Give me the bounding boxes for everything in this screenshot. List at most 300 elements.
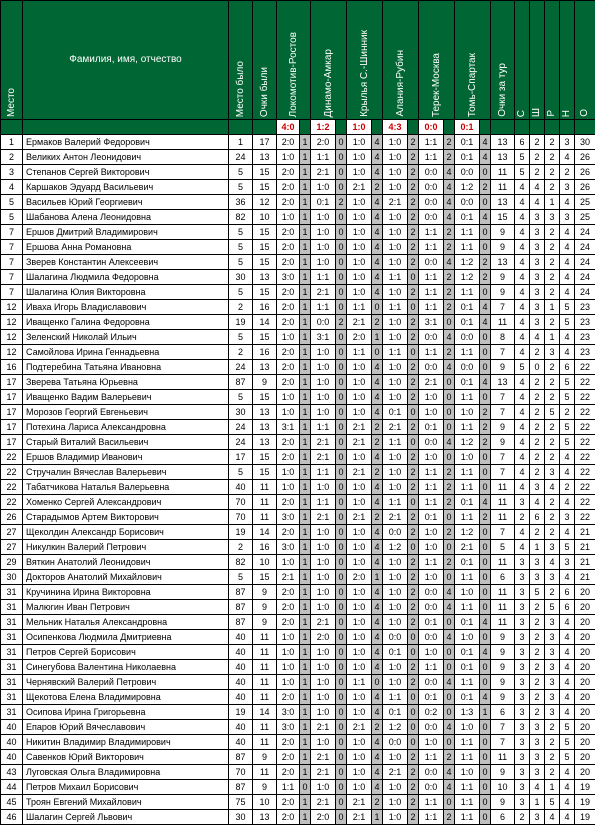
cell-place: 7 [1, 240, 23, 255]
cell-name: Зверева Татьяна Юрьевна [23, 375, 229, 390]
cell-r: 2 [545, 420, 560, 435]
cell-m1-score: 3:0 [277, 540, 300, 555]
cell-o: 22 [575, 465, 595, 480]
cell-m1-pts: 1 [300, 420, 311, 435]
cell-m2-pts: 0 [336, 330, 347, 345]
cell-name: Троян Евгений Михайлович [23, 795, 229, 810]
cell-m1-pts: 1 [300, 180, 311, 195]
cell-m5-score: 1:1 [419, 270, 444, 285]
cell-m2-pts: 0 [336, 270, 347, 285]
cell-m1-score: 2:0 [277, 795, 300, 810]
cell-s: 3 [515, 690, 530, 705]
cell-sh: 3 [530, 240, 545, 255]
cell-name: Зеленский Николай Ильич [23, 330, 229, 345]
cell-prev-points: 13 [253, 405, 277, 420]
cell-prev-place: 5 [229, 330, 253, 345]
cell-prev-place: 24 [229, 150, 253, 165]
header-place: Место [1, 1, 23, 120]
cell-m3-pts: 4 [372, 765, 383, 780]
cell-m5-pts: 2 [444, 345, 455, 360]
cell-m6-pts: 4 [480, 690, 491, 705]
cell-prev-points: 11 [253, 765, 277, 780]
cell-sh: 5 [530, 585, 545, 600]
cell-s: 3 [515, 660, 530, 675]
cell-prev-points: 11 [253, 480, 277, 495]
cell-m3-pts: 2 [372, 435, 383, 450]
table-row [1, 360, 595, 375]
cell-m4-pts: 0 [408, 735, 419, 750]
table-row [1, 450, 595, 465]
cell-m2-score: 1:0 [311, 540, 336, 555]
cell-name: Ершов Владимир Иванович [23, 450, 229, 465]
cell-m3-score: 1:0 [347, 390, 372, 405]
cell-m6-pts: 2 [480, 270, 491, 285]
cell-m4-score: 1:0 [383, 450, 408, 465]
cell-m4-pts: 2 [408, 750, 419, 765]
cell-m4-score: 0:0 [383, 735, 408, 750]
cell-r: 3 [545, 660, 560, 675]
cell-o: 24 [575, 270, 595, 285]
cell-m2-score: 1:1 [311, 300, 336, 315]
cell-place: 22 [1, 450, 23, 465]
cell-prev-points: 10 [253, 795, 277, 810]
cell-m6-score: 1:1 [455, 750, 480, 765]
cell-m4-pts: 2 [408, 315, 419, 330]
cell-s: 4 [515, 315, 530, 330]
cell-r: 1 [545, 330, 560, 345]
cell-m6-pts: 0 [480, 165, 491, 180]
cell-m6-pts: 0 [480, 240, 491, 255]
cell-m1-score: 2:0 [277, 615, 300, 630]
cell-name: Епаров Юрий Вячеславович [23, 720, 229, 735]
cell-place: 3 [1, 165, 23, 180]
cell-m4-score: 0:1 [383, 405, 408, 420]
cell-m2-pts: 0 [336, 735, 347, 750]
result-match-6: 0:1 [455, 120, 480, 135]
cell-prev-points: 13 [253, 270, 277, 285]
table-row [1, 510, 595, 525]
cell-prev-points: 15 [253, 285, 277, 300]
cell-m4-score: 1:0 [383, 255, 408, 270]
cell-m5-pts: 2 [444, 150, 455, 165]
cell-tour-points: 7 [491, 735, 515, 750]
cell-m5-pts: 0 [444, 660, 455, 675]
cell-m5-score: 1:1 [419, 480, 444, 495]
cell-m2-pts: 0 [336, 225, 347, 240]
cell-m6-score: 0:0 [455, 330, 480, 345]
cell-o: 22 [575, 480, 595, 495]
cell-r: 5 [545, 795, 560, 810]
header-sh: Ш [530, 1, 545, 120]
cell-s: 4 [515, 330, 530, 345]
cell-m3-score: 1:0 [347, 750, 372, 765]
cell-o: 24 [575, 240, 595, 255]
cell-m3-pts: 4 [372, 495, 383, 510]
cell-sh: 2 [530, 450, 545, 465]
table-row [1, 720, 595, 735]
cell-m5-score: 1:1 [419, 345, 444, 360]
cell-n: 4 [560, 780, 575, 795]
cell-m5-pts: 0 [444, 570, 455, 585]
cell-m1-score: 3:0 [277, 720, 300, 735]
cell-m5-pts: 4 [444, 330, 455, 345]
cell-sh: 3 [530, 750, 545, 765]
cell-m4-pts: 2 [408, 675, 419, 690]
cell-o: 22 [575, 420, 595, 435]
cell-m3-pts: 4 [372, 150, 383, 165]
cell-m1-pts: 1 [300, 540, 311, 555]
cell-sh: 6 [530, 510, 545, 525]
cell-prev-points: 15 [253, 255, 277, 270]
cell-m3-score: 1:0 [347, 660, 372, 675]
cell-m3-pts: 4 [372, 735, 383, 750]
cell-m1-pts: 1 [300, 690, 311, 705]
cell-s: 3 [515, 645, 530, 660]
cell-m2-pts: 0 [336, 690, 347, 705]
cell-m1-score: 2:0 [277, 135, 300, 150]
cell-m2-pts: 0 [336, 495, 347, 510]
cell-m5-pts: 0 [444, 540, 455, 555]
cell-m1-score: 2:0 [277, 765, 300, 780]
cell-prev-place: 40 [229, 645, 253, 660]
cell-prev-place: 5 [229, 240, 253, 255]
cell-m6-score: 1:1 [455, 225, 480, 240]
cell-m4-pts: 0 [408, 495, 419, 510]
cell-m2-score: 0:0 [311, 315, 336, 330]
cell-m1-score: 3:0 [277, 705, 300, 720]
cell-m6-pts: 2 [480, 510, 491, 525]
cell-s: 3 [515, 720, 530, 735]
cell-r: 5 [545, 600, 560, 615]
cell-m1-score: 1:0 [277, 465, 300, 480]
cell-sh: 2 [530, 150, 545, 165]
cell-m5-pts: 4 [444, 165, 455, 180]
cell-m2-pts: 0 [336, 510, 347, 525]
cell-prev-place: 19 [229, 315, 253, 330]
cell-tour-points: 9 [491, 420, 515, 435]
cell-r: 2 [545, 375, 560, 390]
cell-m2-score: 3:1 [311, 330, 336, 345]
cell-r: 4 [545, 555, 560, 570]
cell-m3-pts: 4 [372, 480, 383, 495]
cell-tour-points: 11 [491, 750, 515, 765]
cell-m5-score: 1:1 [419, 810, 444, 825]
cell-m6-score: 1:2 [455, 180, 480, 195]
cell-m6-score: 0:1 [455, 495, 480, 510]
cell-m6-score: 1:1 [455, 465, 480, 480]
cell-m4-score: 1:0 [383, 480, 408, 495]
cell-m4-pts: 2 [408, 255, 419, 270]
cell-place: 45 [1, 795, 23, 810]
cell-m6-pts: 0 [480, 735, 491, 750]
cell-r: 2 [545, 525, 560, 540]
cell-place: 2 [1, 150, 23, 165]
cell-n: 5 [560, 300, 575, 315]
cell-place: 29 [1, 555, 23, 570]
cell-s: 2 [515, 510, 530, 525]
cell-prev-place: 87 [229, 750, 253, 765]
cell-m2-pts: 0 [336, 150, 347, 165]
cell-r: 4 [545, 810, 560, 825]
cell-prev-points: 11 [253, 645, 277, 660]
cell-m4-pts: 2 [408, 450, 419, 465]
cell-name: Ермаков Валерий Федорович [23, 135, 229, 150]
cell-m1-score: 1:0 [277, 330, 300, 345]
cell-name: Никулкин Валерий Петрович [23, 540, 229, 555]
cell-m6-pts: 4 [480, 615, 491, 630]
cell-m3-score: 1:0 [347, 450, 372, 465]
cell-sh: 2 [530, 525, 545, 540]
cell-sh: 1 [530, 540, 545, 555]
cell-m4-pts: 2 [408, 615, 419, 630]
cell-tour-points: 13 [491, 135, 515, 150]
cell-place: 26 [1, 510, 23, 525]
cell-n: 4 [560, 795, 575, 810]
cell-m4-score: 1:2 [383, 540, 408, 555]
cell-m5-score: 1:1 [419, 555, 444, 570]
table-row [1, 255, 595, 270]
cell-s: 4 [515, 450, 530, 465]
cell-prev-points: 16 [253, 540, 277, 555]
table-row [1, 480, 595, 495]
cell-sh: 4 [530, 180, 545, 195]
cell-s: 4 [515, 480, 530, 495]
cell-s: 4 [515, 180, 530, 195]
cell-m3-score: 1:0 [347, 210, 372, 225]
cell-tour-points: 13 [491, 195, 515, 210]
cell-m2-pts: 0 [336, 465, 347, 480]
cell-r: 2 [545, 510, 560, 525]
cell-m5-pts: 0 [444, 420, 455, 435]
cell-m4-pts: 2 [408, 135, 419, 150]
cell-sh: 3 [530, 225, 545, 240]
cell-prev-place: 5 [229, 570, 253, 585]
cell-prev-points: 11 [253, 660, 277, 675]
cell-m1-pts: 1 [300, 135, 311, 150]
cell-m1-pts: 1 [300, 450, 311, 465]
cell-m3-score: 2:0 [347, 570, 372, 585]
cell-prev-place: 40 [229, 660, 253, 675]
cell-s: 5 [515, 165, 530, 180]
cell-m2-pts: 0 [336, 345, 347, 360]
cell-m6-pts: 0 [480, 465, 491, 480]
table-row [1, 435, 595, 450]
cell-name: Иващенко Галина Федоровна [23, 315, 229, 330]
cell-m6-score: 0:0 [455, 360, 480, 375]
cell-m1-score: 1:0 [277, 390, 300, 405]
cell-place: 12 [1, 315, 23, 330]
cell-s: 3 [515, 765, 530, 780]
cell-m5-pts: 0 [444, 615, 455, 630]
cell-sh: 3 [530, 570, 545, 585]
cell-tour-points: 9 [491, 285, 515, 300]
table-row [1, 180, 595, 195]
cell-m4-pts: 0 [408, 270, 419, 285]
cell-r: 3 [545, 690, 560, 705]
cell-m1-score: 1:0 [277, 210, 300, 225]
cell-r: 2 [545, 765, 560, 780]
header-s: С [515, 1, 530, 120]
cell-tour-points: 13 [491, 150, 515, 165]
cell-m3-pts: 4 [372, 285, 383, 300]
cell-prev-place: 5 [229, 285, 253, 300]
table-row [1, 750, 595, 765]
cell-n: 5 [560, 390, 575, 405]
cell-n: 4 [560, 255, 575, 270]
cell-prev-place: 5 [229, 390, 253, 405]
cell-m5-score: 1:1 [419, 465, 444, 480]
cell-m6-pts: 0 [480, 765, 491, 780]
cell-sh: 2 [530, 390, 545, 405]
cell-s: 3 [515, 705, 530, 720]
cell-prev-place: 2 [229, 540, 253, 555]
table-row [1, 795, 595, 810]
cell-tour-points: 7 [491, 405, 515, 420]
cell-m5-score: 0:0 [419, 255, 444, 270]
cell-m4-score: 1:0 [383, 555, 408, 570]
cell-m4-pts: 2 [408, 360, 419, 375]
cell-s: 4 [515, 420, 530, 435]
cell-m4-pts: 2 [408, 465, 419, 480]
cell-m3-pts: 4 [372, 525, 383, 540]
cell-m4-pts: 0 [408, 705, 419, 720]
cell-m2-score: 2:1 [311, 750, 336, 765]
cell-m1-pts: 1 [300, 600, 311, 615]
cell-sh: 3 [530, 555, 545, 570]
table-row [1, 765, 595, 780]
cell-m2-score: 1:0 [311, 705, 336, 720]
cell-m3-score: 1:0 [347, 225, 372, 240]
cell-place: 43 [1, 765, 23, 780]
cell-m6-score: 1:1 [455, 240, 480, 255]
cell-r: 5 [545, 405, 560, 420]
cell-sh: 3 [530, 720, 545, 735]
cell-name: Каршаков Эдуард Васильевич [23, 180, 229, 195]
cell-tour-points: 9 [491, 630, 515, 645]
cell-m4-score: 1:1 [383, 495, 408, 510]
cell-name: Вяткин Анатолий Леонидович [23, 555, 229, 570]
cell-prev-points: 9 [253, 375, 277, 390]
cell-m1-pts: 1 [300, 510, 311, 525]
cell-tour-points: 9 [491, 360, 515, 375]
cell-name: Старадымов Артем Викторович [23, 510, 229, 525]
cell-n: 2 [560, 165, 575, 180]
cell-m4-score: 2:1 [383, 510, 408, 525]
cell-o: 20 [575, 705, 595, 720]
cell-m6-pts: 4 [480, 315, 491, 330]
cell-prev-points: 15 [253, 330, 277, 345]
cell-s: 4 [515, 225, 530, 240]
cell-n: 4 [560, 675, 575, 690]
header-r: Р [545, 1, 560, 120]
cell-m3-pts: 4 [372, 600, 383, 615]
table-row [1, 270, 595, 285]
cell-s: 4 [515, 210, 530, 225]
cell-m4-score: 0:1 [383, 705, 408, 720]
cell-n: 4 [560, 330, 575, 345]
cell-tour-points: 9 [491, 270, 515, 285]
cell-m6-pts: 0 [480, 390, 491, 405]
cell-name: Мельник Наталья Александровна [23, 615, 229, 630]
cell-m3-score: 1:0 [347, 540, 372, 555]
cell-m6-score: 1:1 [455, 480, 480, 495]
cell-m2-pts: 0 [336, 420, 347, 435]
cell-m3-pts: 4 [372, 585, 383, 600]
cell-m2-score: 1:0 [311, 405, 336, 420]
cell-tour-points: 7 [491, 300, 515, 315]
cell-r: 1 [545, 780, 560, 795]
cell-m2-pts: 0 [336, 660, 347, 675]
cell-o: 21 [575, 570, 595, 585]
cell-m1-score: 2:0 [277, 315, 300, 330]
table-row [1, 405, 595, 420]
cell-n: 4 [560, 645, 575, 660]
cell-sh: 2 [530, 345, 545, 360]
cell-m4-pts: 2 [408, 240, 419, 255]
cell-m3-score: 1:0 [347, 705, 372, 720]
cell-r: 2 [545, 495, 560, 510]
cell-m5-pts: 2 [444, 750, 455, 765]
cell-m4-pts: 2 [408, 480, 419, 495]
cell-s: 3 [515, 630, 530, 645]
cell-m3-score: 1:0 [347, 150, 372, 165]
table-row [1, 810, 595, 825]
cell-n: 6 [560, 360, 575, 375]
cell-m1-score: 2:0 [277, 255, 300, 270]
result-match-1: 4:0 [277, 120, 300, 135]
cell-o: 26 [575, 165, 595, 180]
cell-m3-pts: 2 [372, 180, 383, 195]
cell-m2-pts: 0 [336, 285, 347, 300]
cell-m2-pts: 0 [336, 675, 347, 690]
cell-m5-score: 1:0 [419, 735, 444, 750]
cell-r: 3 [545, 705, 560, 720]
cell-m2-score: 1:1 [311, 270, 336, 285]
cell-m3-score: 2:1 [347, 810, 372, 825]
cell-m5-score: 1:0 [419, 645, 444, 660]
cell-m5-pts: 4 [444, 435, 455, 450]
cell-m4-pts: 2 [408, 795, 419, 810]
cell-m3-score: 2:1 [347, 795, 372, 810]
cell-s: 4 [515, 465, 530, 480]
cell-m3-score: 1:0 [347, 240, 372, 255]
cell-r: 1 [545, 195, 560, 210]
cell-m1-score: 2:0 [277, 435, 300, 450]
cell-m4-score: 1:0 [383, 615, 408, 630]
cell-m6-pts: 0 [480, 540, 491, 555]
cell-m2-pts: 0 [336, 480, 347, 495]
cell-m2-score: 1:0 [311, 660, 336, 675]
cell-m6-score: 1:2 [455, 270, 480, 285]
cell-m3-pts: 1 [372, 330, 383, 345]
cell-sh: 2 [530, 165, 545, 180]
cell-tour-points: 7 [491, 720, 515, 735]
cell-m2-score: 1:0 [311, 555, 336, 570]
cell-sh: 2 [530, 465, 545, 480]
cell-tour-points: 11 [491, 510, 515, 525]
cell-s: 4 [515, 405, 530, 420]
cell-m2-pts: 0 [336, 450, 347, 465]
cell-m1-score: 1:0 [277, 480, 300, 495]
cell-s: 3 [515, 780, 530, 795]
cell-prev-place: 40 [229, 480, 253, 495]
cell-m6-score: 1:1 [455, 600, 480, 615]
cell-tour-points: 7 [491, 450, 515, 465]
cell-m3-score: 1:0 [347, 495, 372, 510]
cell-o: 20 [575, 750, 595, 765]
cell-m1-pts: 1 [300, 375, 311, 390]
cell-sh: 2 [530, 630, 545, 645]
